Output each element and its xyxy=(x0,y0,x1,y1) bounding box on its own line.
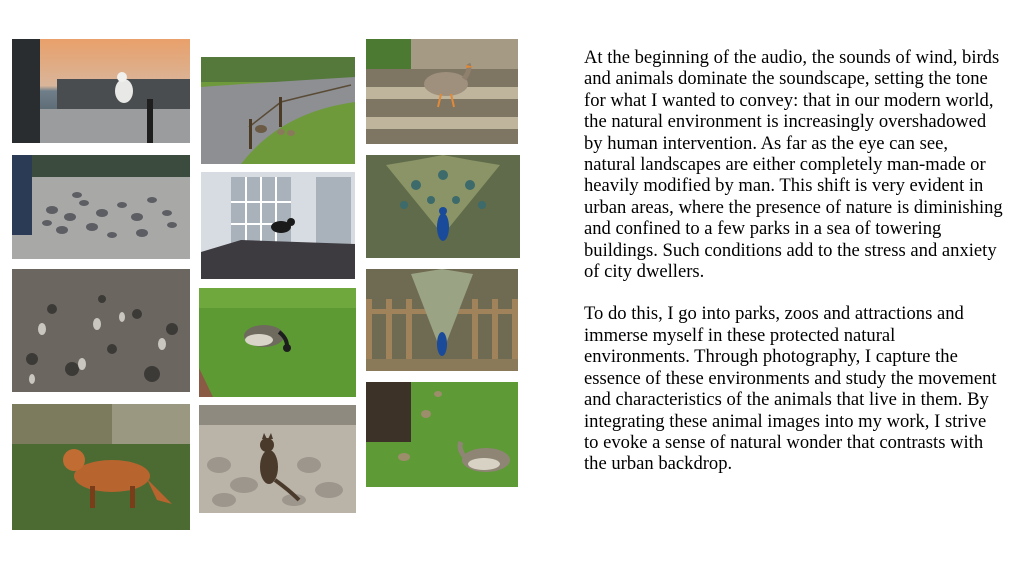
paragraph-method: To do this, I go into parks, zoos and attractions and immerse myself in these protected natural environments. Through photography, I capture the essence of these environments and study the movement and characteristics of the animals that live in them. By integrating these animal images into my work, I strive to evoke a sense of natural wonder that contrasts with the urban backdrop. xyxy=(584,303,997,475)
seagull-photo xyxy=(12,39,190,143)
peacock-fence-photo xyxy=(366,269,518,371)
paragraph-intro: At the beginning of the audio, the sounds of wind, birds and animals dominate the soundscape, setting the tone for what I wanted to convey: that in our modern world, the natural environment is increasingly overshadowed by human intervention. As far as the eye can see, natural landscapes are either completely man-made or heavily modified by man. This shift is very evident in urban areas, where the presence of nature is diminishing and confined to a few parks in a sea of towering buildings. Such conditions add to the stress and anxiety of city dwellers. xyxy=(584,47,1003,283)
geese-photo xyxy=(366,382,518,487)
crow-photo xyxy=(201,172,355,279)
pigeons-photo xyxy=(12,155,190,259)
goose-lawn-photo xyxy=(199,288,356,397)
ducks-path-photo xyxy=(201,57,355,164)
peacock-photo xyxy=(366,155,520,258)
beach-birds-photo xyxy=(12,269,190,392)
cat-photo xyxy=(199,405,356,513)
fox-photo xyxy=(12,404,190,530)
text-column xyxy=(584,47,1004,496)
goose-steps-photo xyxy=(366,39,518,144)
